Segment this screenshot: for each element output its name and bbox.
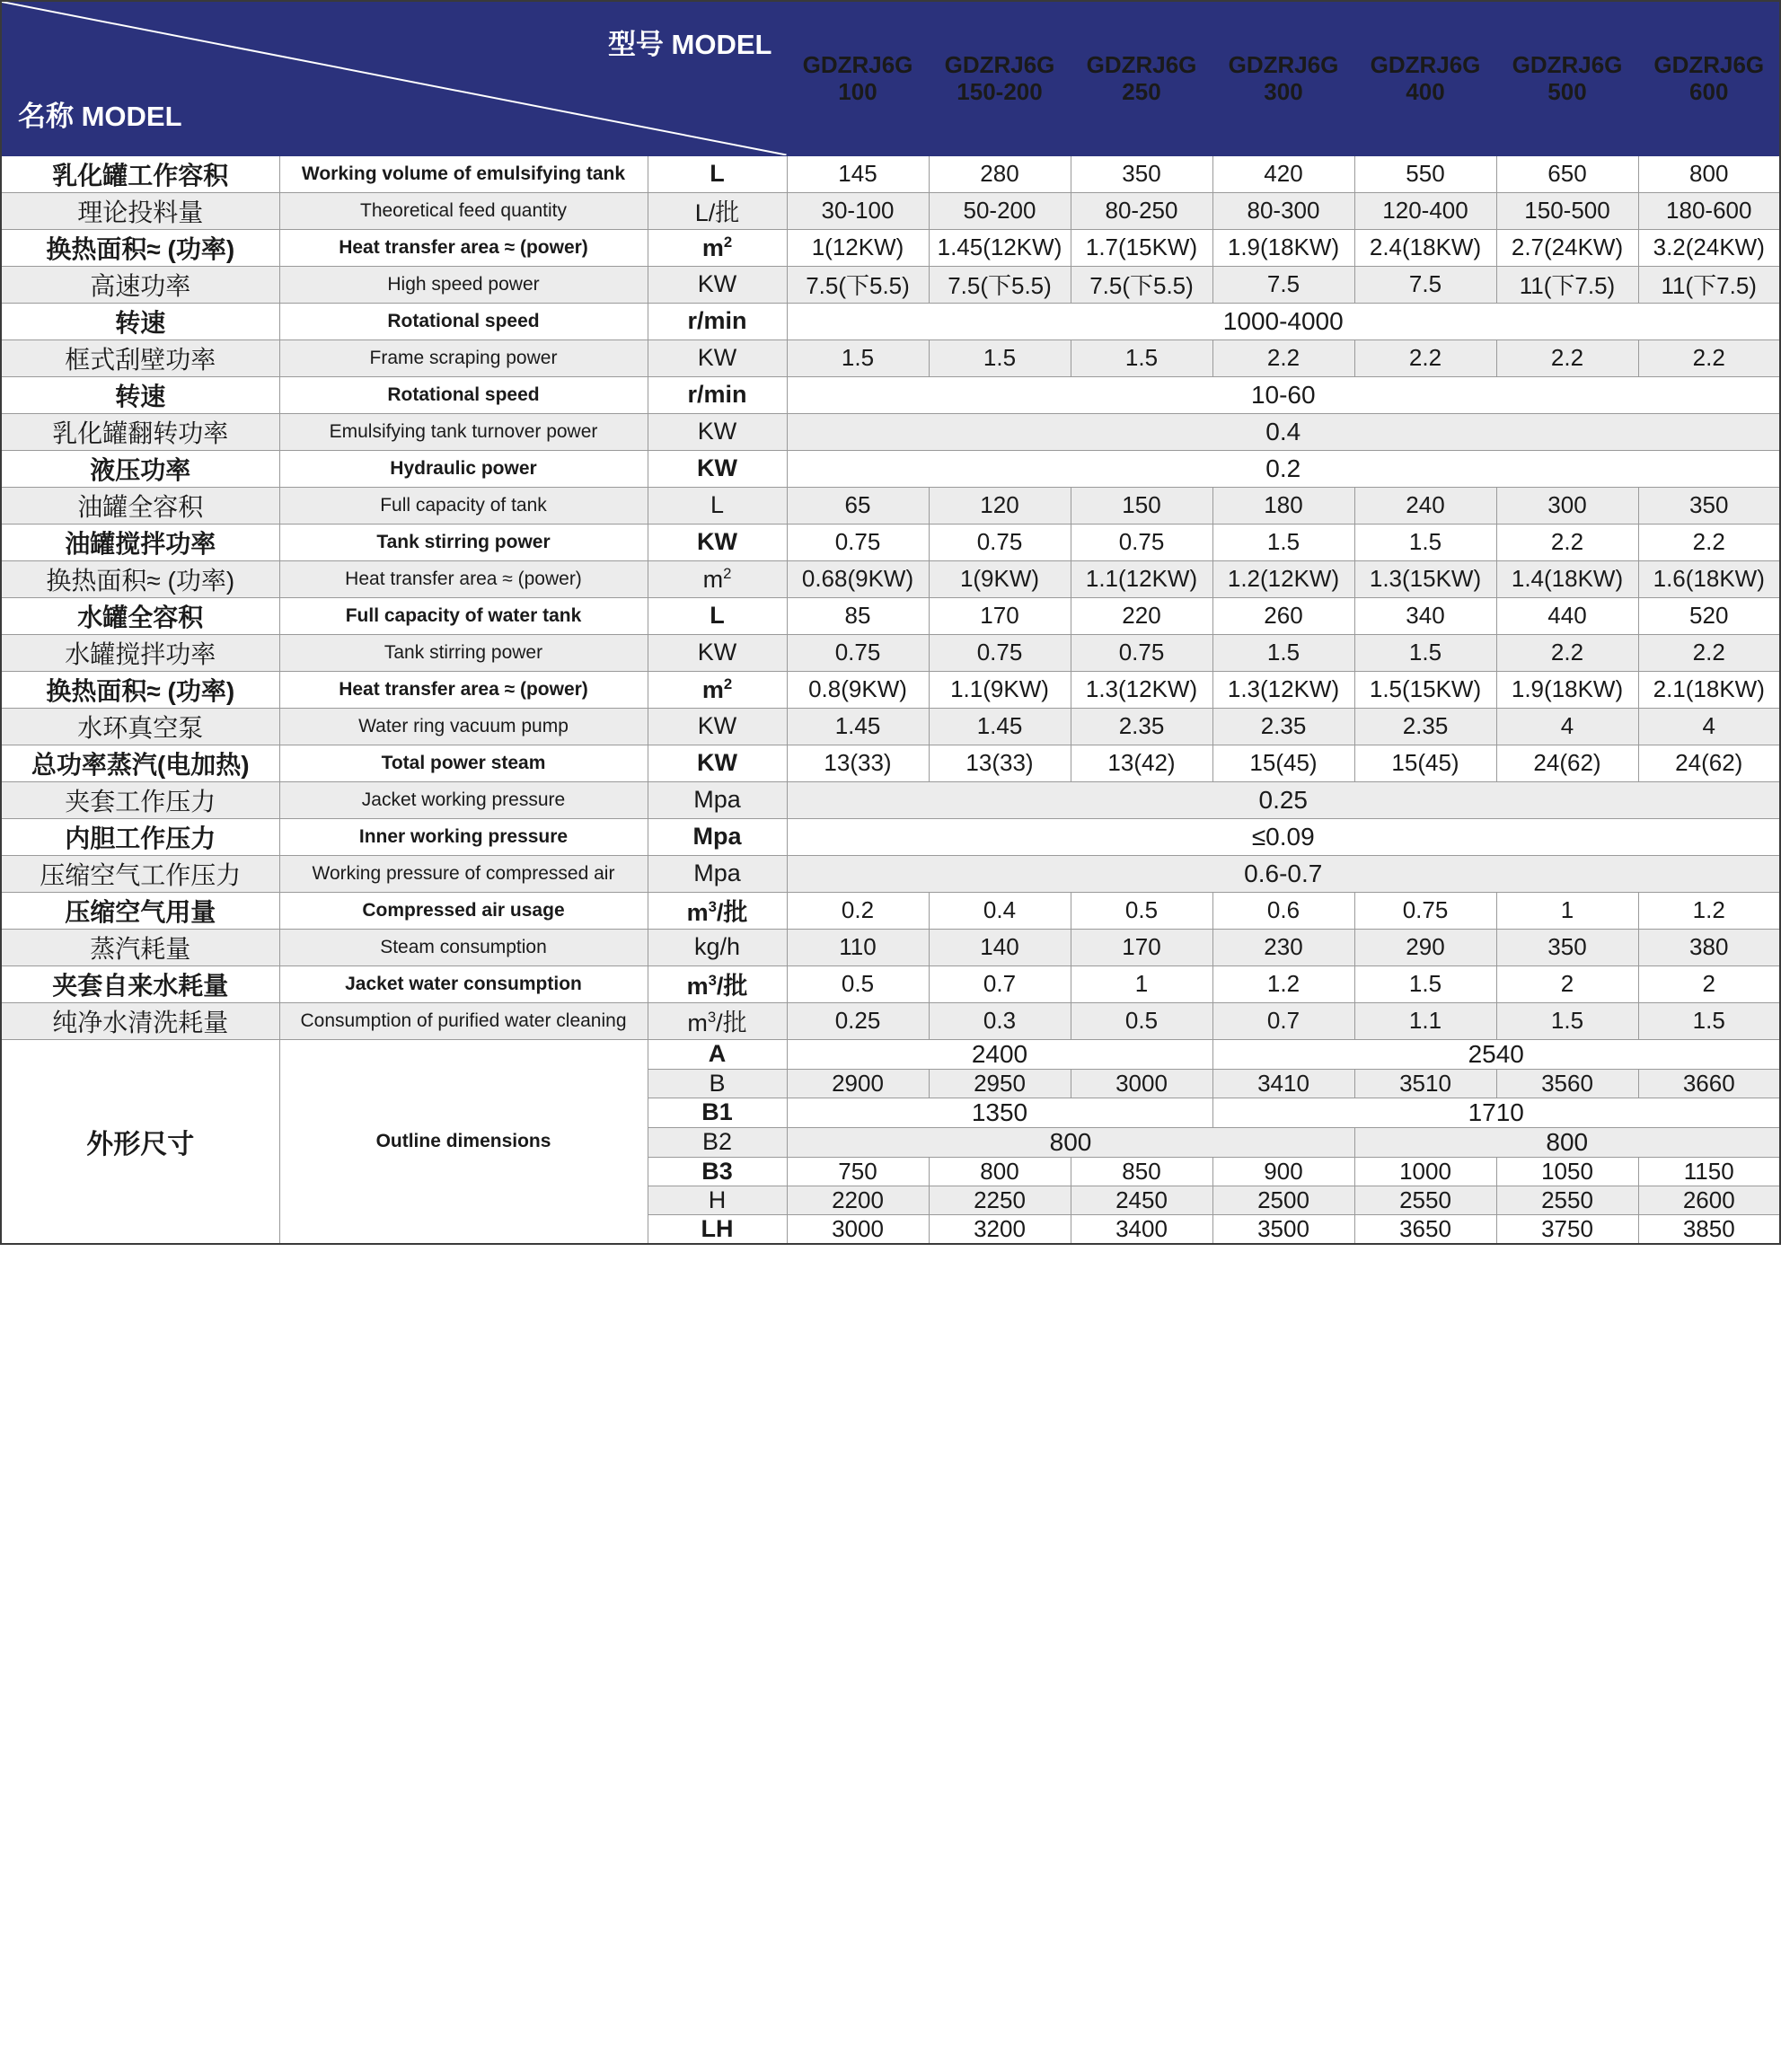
row-value: 80-250 — [1071, 192, 1212, 229]
dimensions-label-cn: 外形尺寸 — [1, 1039, 279, 1244]
row-value: 1.6(18KW) — [1638, 560, 1780, 597]
row-value: 2 — [1496, 965, 1638, 1002]
table-row — [1, 781, 1780, 818]
row-label-cn: 油罐搅拌功率 — [1, 524, 279, 560]
dimension-value: 2950 — [929, 1069, 1071, 1098]
row-label-cn: 换热面积≈ (功率) — [1, 229, 279, 266]
dimension-value: 3400 — [1071, 1214, 1212, 1244]
table-row — [1, 413, 1780, 450]
row-value: 2.1(18KW) — [1638, 671, 1780, 708]
row-value: 260 — [1212, 597, 1354, 634]
dimension-code: H — [648, 1186, 787, 1214]
dimension-value: 2450 — [1071, 1186, 1212, 1214]
table-row — [1, 229, 1780, 266]
row-unit: kg/h — [648, 929, 787, 965]
row-value: 0.4 — [929, 892, 1071, 929]
table-row — [1, 1002, 1780, 1039]
row-value: 4 — [1496, 708, 1638, 745]
row-value: 1.3(12KW) — [1071, 671, 1212, 708]
row-value: 350 — [1071, 155, 1212, 192]
row-value: 2.2 — [1638, 339, 1780, 376]
row-label-cn: 转速 — [1, 303, 279, 339]
model-size: 500 — [1547, 78, 1587, 106]
row-label-en: Full capacity of tank — [279, 487, 648, 524]
header-row — [1, 1, 1780, 155]
row-label-cn: 总功率蒸汽(电加热) — [1, 745, 279, 781]
row-label-en: Compressed air usage — [279, 892, 648, 929]
row-value: 7.5 — [1354, 266, 1496, 303]
row-unit: KW — [648, 634, 787, 671]
row-value: 1(9KW) — [929, 560, 1071, 597]
model-column-header — [1071, 1, 1212, 155]
dimension-value: 2550 — [1354, 1186, 1496, 1214]
row-label-en: Working pressure of compressed air — [279, 855, 648, 892]
row-value: 2.2 — [1354, 339, 1496, 376]
model-series: GDZRJ6G — [944, 50, 1055, 78]
header-corner-cell — [1, 1, 787, 155]
row-label-cn: 水环真空泵 — [1, 708, 279, 745]
row-unit: $m^3/$批 — [648, 965, 787, 1002]
row-value: 1.5 — [1638, 1002, 1780, 1039]
row-value: 1.5 — [1354, 524, 1496, 560]
row-value: 1(12KW) — [787, 229, 929, 266]
row-value: 24(62) — [1638, 745, 1780, 781]
row-value: 1.5 — [1212, 634, 1354, 671]
row-unit: $m^2$ — [648, 560, 787, 597]
row-value: 0.75 — [929, 634, 1071, 671]
table-row — [1, 192, 1780, 229]
table-row — [1, 450, 1780, 487]
dimension-value: 2900 — [787, 1069, 929, 1098]
row-value: 4 — [1638, 708, 1780, 745]
model-series: GDZRJ6G — [802, 50, 913, 78]
row-label-cn: 液压功率 — [1, 450, 279, 487]
dimension-value: 3500 — [1212, 1214, 1354, 1244]
row-value: 24(62) — [1496, 745, 1638, 781]
row-value: 7.5(下5.5) — [1071, 266, 1212, 303]
dimension-code: B2 — [648, 1127, 787, 1157]
dimension-value: 2500 — [1212, 1186, 1354, 1214]
row-label-en: Water ring vacuum pump — [279, 708, 648, 745]
row-value: 800 — [1638, 155, 1780, 192]
row-value: 0.75 — [1071, 524, 1212, 560]
table-row — [1, 487, 1780, 524]
row-unit: L — [648, 597, 787, 634]
dimension-value: 3510 — [1354, 1069, 1496, 1098]
row-label-en: Jacket working pressure — [279, 781, 648, 818]
table-row — [1, 818, 1780, 855]
row-label-en: Tank stirring power — [279, 524, 648, 560]
row-value: 440 — [1496, 597, 1638, 634]
dimension-value: 3000 — [1071, 1069, 1212, 1098]
model-column-header — [1212, 1, 1354, 155]
row-label-cn: 纯净水清洗耗量 — [1, 1002, 279, 1039]
row-value: 1.2 — [1212, 965, 1354, 1002]
row-value: 85 — [787, 597, 929, 634]
row-label-en: Theoretical feed quantity — [279, 192, 648, 229]
row-value: 1.5 — [1496, 1002, 1638, 1039]
dimension-value: 2200 — [787, 1186, 929, 1214]
row-value: 145 — [787, 155, 929, 192]
row-value: 2.2 — [1496, 339, 1638, 376]
row-label-en: Frame scraping power — [279, 339, 648, 376]
row-label-en: Inner working pressure — [279, 818, 648, 855]
row-label-cn: 转速 — [1, 376, 279, 413]
row-label-cn: 压缩空气用量 — [1, 892, 279, 929]
model-column-header — [1496, 1, 1638, 155]
row-label-en: Total power steam — [279, 745, 648, 781]
dimension-value: 2550 — [1496, 1186, 1638, 1214]
row-unit: $m^2$ — [648, 671, 787, 708]
row-value: 0.25 — [787, 1002, 929, 1039]
dimension-code: B — [648, 1069, 787, 1098]
row-label-en: High speed power — [279, 266, 648, 303]
row-value: 2.4(18KW) — [1354, 229, 1496, 266]
table-row — [1, 929, 1780, 965]
row-unit: KW — [648, 450, 787, 487]
row-value: 0.5 — [787, 965, 929, 1002]
row-value: 0.6 — [1212, 892, 1354, 929]
row-value: 0.2 — [787, 892, 929, 929]
row-value: 1 — [1496, 892, 1638, 929]
row-label-cn: 框式刮壁功率 — [1, 339, 279, 376]
row-value: 120-400 — [1354, 192, 1496, 229]
row-label-en: Rotational speed — [279, 303, 648, 339]
row-value: 350 — [1638, 487, 1780, 524]
row-label-cn: 换热面积≈ (功率) — [1, 560, 279, 597]
row-value: 15(45) — [1212, 745, 1354, 781]
row-value: 0.75 — [787, 524, 929, 560]
row-value: 50-200 — [929, 192, 1071, 229]
dimension-value: 850 — [1071, 1157, 1212, 1186]
model-column-header — [787, 1, 929, 155]
row-value: 2.35 — [1212, 708, 1354, 745]
row-value: 1.45 — [929, 708, 1071, 745]
row-label-cn: 换热面积≈ (功率) — [1, 671, 279, 708]
row-value: 13(33) — [787, 745, 929, 781]
row-value: 170 — [1071, 929, 1212, 965]
row-value: 1.5(15KW) — [1354, 671, 1496, 708]
row-value: 65 — [787, 487, 929, 524]
row-value: 11(下7.5) — [1496, 266, 1638, 303]
row-unit: L — [648, 155, 787, 192]
table-row — [1, 266, 1780, 303]
row-unit: r/min — [648, 376, 787, 413]
row-label-cn: 油罐全容积 — [1, 487, 279, 524]
row-value: 2.2 — [1212, 339, 1354, 376]
row-value: 1.45 — [787, 708, 929, 745]
row-label-en: Jacket water consumption — [279, 965, 648, 1002]
dimensions-label-en: Outline dimensions — [279, 1039, 648, 1244]
dimension-value-merged: 2400 — [787, 1039, 1212, 1069]
row-value: 2.2 — [1638, 634, 1780, 671]
row-value-merged: 0.6-0.7 — [787, 855, 1780, 892]
row-value: 140 — [929, 929, 1071, 965]
table-row — [1, 524, 1780, 560]
row-value: 2.35 — [1354, 708, 1496, 745]
row-label-en: Heat transfer area ≈ (power) — [279, 560, 648, 597]
dimensions-body — [1, 1039, 1780, 1244]
model-size: 400 — [1406, 78, 1445, 106]
row-unit: r/min — [648, 303, 787, 339]
dimension-value-merged: 2540 — [1212, 1039, 1780, 1069]
dimension-value: 3560 — [1496, 1069, 1638, 1098]
model-series: GDZRJ6G — [1653, 50, 1765, 78]
dimension-value-merged: 1350 — [787, 1098, 1212, 1127]
header-model-label: 型号 MODEL — [607, 29, 772, 60]
model-series: GDZRJ6G — [1086, 50, 1197, 78]
dimension-value: 800 — [929, 1157, 1071, 1186]
row-label-en: Rotational speed — [279, 376, 648, 413]
row-label-en: Consumption of purified water cleaning — [279, 1002, 648, 1039]
dimension-value: 3200 — [929, 1214, 1071, 1244]
dimension-value: 3000 — [787, 1214, 929, 1244]
row-label-cn: 夹套工作压力 — [1, 781, 279, 818]
row-value: 420 — [1212, 155, 1354, 192]
row-unit: KW — [648, 524, 787, 560]
row-value: 1 — [1071, 965, 1212, 1002]
row-unit: $m^3/$批 — [648, 892, 787, 929]
table-header — [1, 1, 1780, 155]
row-value: 180-600 — [1638, 192, 1780, 229]
row-value: 280 — [929, 155, 1071, 192]
row-label-en: Full capacity of water tank — [279, 597, 648, 634]
table-row — [1, 965, 1780, 1002]
row-label-en: Tank stirring power — [279, 634, 648, 671]
row-value: 290 — [1354, 929, 1496, 965]
row-value: 13(33) — [929, 745, 1071, 781]
row-value: 1.1 — [1354, 1002, 1496, 1039]
row-value: 80-300 — [1212, 192, 1354, 229]
table-row — [1, 892, 1780, 929]
dimension-row — [1, 1039, 1780, 1069]
dimension-value: 900 — [1212, 1157, 1354, 1186]
row-unit: Mpa — [648, 818, 787, 855]
model-column-header — [929, 1, 1071, 155]
row-label-cn: 水罐搅拌功率 — [1, 634, 279, 671]
model-series: GDZRJ6G — [1370, 50, 1481, 78]
row-value: 1.3(15KW) — [1354, 560, 1496, 597]
row-value: 0.3 — [929, 1002, 1071, 1039]
row-unit: KW — [648, 708, 787, 745]
row-value: 300 — [1496, 487, 1638, 524]
row-value: 1.5 — [1354, 634, 1496, 671]
row-value: 2 — [1638, 965, 1780, 1002]
row-value-merged: ≤0.09 — [787, 818, 1780, 855]
row-unit: Mpa — [648, 855, 787, 892]
table-row — [1, 708, 1780, 745]
row-value: 340 — [1354, 597, 1496, 634]
row-unit: Mpa — [648, 781, 787, 818]
row-value: 1.5 — [1071, 339, 1212, 376]
dimension-value-merged: 1710 — [1212, 1098, 1780, 1127]
row-value: 1.7(15KW) — [1071, 229, 1212, 266]
row-value: 1.2 — [1638, 892, 1780, 929]
row-value: 0.7 — [929, 965, 1071, 1002]
row-value: 0.75 — [1354, 892, 1496, 929]
row-unit: L/批 — [648, 192, 787, 229]
row-value: 240 — [1354, 487, 1496, 524]
dimension-value: 750 — [787, 1157, 929, 1186]
row-value: 0.5 — [1071, 1002, 1212, 1039]
row-value-merged: 10-60 — [787, 376, 1780, 413]
row-value-merged: 0.25 — [787, 781, 1780, 818]
row-label-cn: 水罐全容积 — [1, 597, 279, 634]
row-label-cn: 乳化罐工作容积 — [1, 155, 279, 192]
row-unit: $m^2$ — [648, 229, 787, 266]
row-label-en: Heat transfer area ≈ (power) — [279, 229, 648, 266]
dimension-value: 3850 — [1638, 1214, 1780, 1244]
dimension-value-merged: 800 — [1354, 1127, 1780, 1157]
table-row — [1, 745, 1780, 781]
row-value: 1.4(18KW) — [1496, 560, 1638, 597]
dimension-code: A — [648, 1039, 787, 1069]
dimension-value: 1050 — [1496, 1157, 1638, 1186]
dimension-value-merged: 800 — [787, 1127, 1354, 1157]
dimension-value: 2250 — [929, 1186, 1071, 1214]
table-row — [1, 671, 1780, 708]
row-value: 0.8(9KW) — [787, 671, 929, 708]
table-row — [1, 855, 1780, 892]
dimension-value: 3410 — [1212, 1069, 1354, 1098]
row-value: 1.9(18KW) — [1212, 229, 1354, 266]
row-value: 1.9(18KW) — [1496, 671, 1638, 708]
header-name-label: 名称 MODEL — [18, 100, 182, 132]
row-label-en: Steam consumption — [279, 929, 648, 965]
table-row — [1, 597, 1780, 634]
row-value: 7.5(下5.5) — [929, 266, 1071, 303]
table-row — [1, 303, 1780, 339]
dimension-value: 1150 — [1638, 1157, 1780, 1186]
row-label-cn: 高速功率 — [1, 266, 279, 303]
row-value: 150 — [1071, 487, 1212, 524]
table-row — [1, 560, 1780, 597]
dimension-value: 3660 — [1638, 1069, 1780, 1098]
row-value: 0.5 — [1071, 892, 1212, 929]
row-value: 7.5 — [1212, 266, 1354, 303]
row-value: 0.68(9KW) — [787, 560, 929, 597]
row-label-cn: 夹套自来水耗量 — [1, 965, 279, 1002]
row-value: 110 — [787, 929, 929, 965]
row-unit: $m^3/$批 — [648, 1002, 787, 1039]
dimension-code: LH — [648, 1214, 787, 1244]
row-unit: KW — [648, 745, 787, 781]
row-value: 180 — [1212, 487, 1354, 524]
model-size: 100 — [838, 78, 877, 106]
row-value: 7.5(下5.5) — [787, 266, 929, 303]
row-value: 0.7 — [1212, 1002, 1354, 1039]
row-value: 30-100 — [787, 192, 929, 229]
model-series: GDZRJ6G — [1228, 50, 1339, 78]
model-size: 600 — [1689, 78, 1729, 106]
row-value: 1.5 — [787, 339, 929, 376]
row-value: 2.2 — [1638, 524, 1780, 560]
row-value: 2.2 — [1496, 524, 1638, 560]
row-value: 1.5 — [1212, 524, 1354, 560]
row-value: 550 — [1354, 155, 1496, 192]
row-value: 0.75 — [929, 524, 1071, 560]
model-size: 300 — [1264, 78, 1303, 106]
row-unit: KW — [648, 266, 787, 303]
row-value: 13(42) — [1071, 745, 1212, 781]
model-column-header — [1354, 1, 1496, 155]
row-value: 220 — [1071, 597, 1212, 634]
row-value-merged: 0.2 — [787, 450, 1780, 487]
row-label-en: Emulsifying tank turnover power — [279, 413, 648, 450]
row-value: 1.5 — [1354, 965, 1496, 1002]
dimension-code: B3 — [648, 1157, 787, 1186]
row-value: 1.1(9KW) — [929, 671, 1071, 708]
dimension-value: 3750 — [1496, 1214, 1638, 1244]
dimension-value: 3650 — [1354, 1214, 1496, 1244]
row-value: 2.7(24KW) — [1496, 229, 1638, 266]
row-unit: L — [648, 487, 787, 524]
row-value: 520 — [1638, 597, 1780, 634]
row-label-cn: 压缩空气工作压力 — [1, 855, 279, 892]
row-label-cn: 蒸汽耗量 — [1, 929, 279, 965]
table-body — [1, 155, 1780, 1039]
dimension-value: 1000 — [1354, 1157, 1496, 1186]
dimension-code: B1 — [648, 1098, 787, 1127]
row-value: 1.5 — [929, 339, 1071, 376]
model-size: 250 — [1122, 78, 1161, 106]
row-label-en: Heat transfer area ≈ (power) — [279, 671, 648, 708]
table-row — [1, 339, 1780, 376]
row-value: 230 — [1212, 929, 1354, 965]
row-unit: KW — [648, 413, 787, 450]
row-value: 11(下7.5) — [1638, 266, 1780, 303]
row-value: 15(45) — [1354, 745, 1496, 781]
model-series: GDZRJ6G — [1512, 50, 1623, 78]
row-value: 380 — [1638, 929, 1780, 965]
table-row — [1, 155, 1780, 192]
row-value: 170 — [929, 597, 1071, 634]
row-value: 1.1(12KW) — [1071, 560, 1212, 597]
row-value: 3.2(24KW) — [1638, 229, 1780, 266]
row-value: 0.75 — [787, 634, 929, 671]
model-size: 150-200 — [957, 78, 1043, 106]
row-value: 1.3(12KW) — [1212, 671, 1354, 708]
row-value: 650 — [1496, 155, 1638, 192]
row-value: 150-500 — [1496, 192, 1638, 229]
row-label-en: Hydraulic power — [279, 450, 648, 487]
row-label-en: Working volume of emulsifying tank — [279, 155, 648, 192]
row-label-cn: 理论投料量 — [1, 192, 279, 229]
table-row — [1, 376, 1780, 413]
row-value: 2.35 — [1071, 708, 1212, 745]
row-value: 1.45(12KW) — [929, 229, 1071, 266]
dimension-value: 2600 — [1638, 1186, 1780, 1214]
table-row — [1, 634, 1780, 671]
row-value: 0.75 — [1071, 634, 1212, 671]
model-column-header — [1638, 1, 1780, 155]
row-value-merged: 1000-4000 — [787, 303, 1780, 339]
row-value: 2.2 — [1496, 634, 1638, 671]
row-value: 1.2(12KW) — [1212, 560, 1354, 597]
row-unit: KW — [648, 339, 787, 376]
row-value: 350 — [1496, 929, 1638, 965]
row-label-cn: 内胆工作压力 — [1, 818, 279, 855]
row-value-merged: 0.4 — [787, 413, 1780, 450]
row-label-cn: 乳化罐翻转功率 — [1, 413, 279, 450]
row-value: 120 — [929, 487, 1071, 524]
